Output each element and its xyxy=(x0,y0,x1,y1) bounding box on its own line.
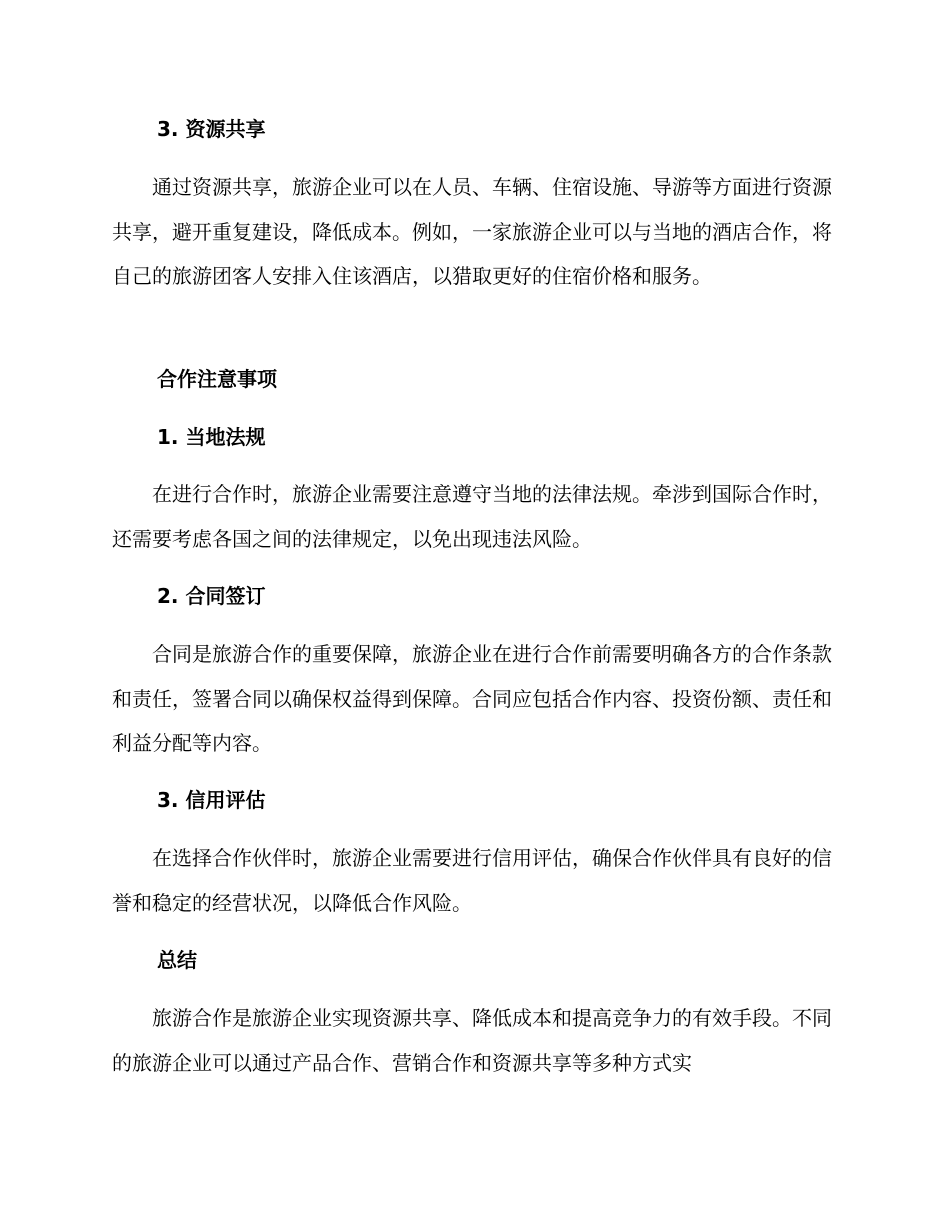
section-heading-resource-sharing: 3. 资源共享 xyxy=(157,117,266,141)
section-heading-credit-evaluation: 3. 信用评估 xyxy=(157,788,266,812)
paragraph-credit-evaluation: 在选择合作伙伴时，旅游企业需要进行信用评估，确保合作伙伴具有良好的信誉和稳定的经营状况，以降低合作风险。 xyxy=(112,846,832,915)
paragraph-resource-sharing: 通过资源共享，旅游企业可以在人员、车辆、住宿设施、导游等方面进行资源共享，避开重复建设，降低成本。例如，一家旅游企业可以与当地的酒店合作，将自己的旅游团客人安排入住该酒店，以猎取更好的住宿价格和服务。 xyxy=(112,175,832,288)
section-heading-cooperation-notes: 合作注意事项 xyxy=(157,367,277,391)
paragraph-summary: 旅游合作是旅游企业实现资源共享、降低成本和提高竞争力的有效手段。不同的旅游企业可以通过产品合作、营销合作和资源共享等多种方式实 xyxy=(112,1006,832,1075)
paragraph-contract-signing: 合同是旅游合作的重要保障，旅游企业在进行合作前需要明确各方的合作条款和责任，签署合同以确保权益得到保障。合同应包括合作内容、投资份额、责任和利益分配等内容。 xyxy=(112,642,832,755)
section-heading-contract-signing: 2. 合同签订 xyxy=(157,584,266,608)
paragraph-local-regulations: 在进行合作时，旅游企业需要注意遵守当地的法律法规。牵涉到国际合作时，还需要考虑各国之间的法律规定，以免出现违法风险。 xyxy=(112,482,832,551)
section-heading-local-regulations: 1. 当地法规 xyxy=(157,425,266,449)
section-heading-summary: 总结 xyxy=(157,948,197,972)
